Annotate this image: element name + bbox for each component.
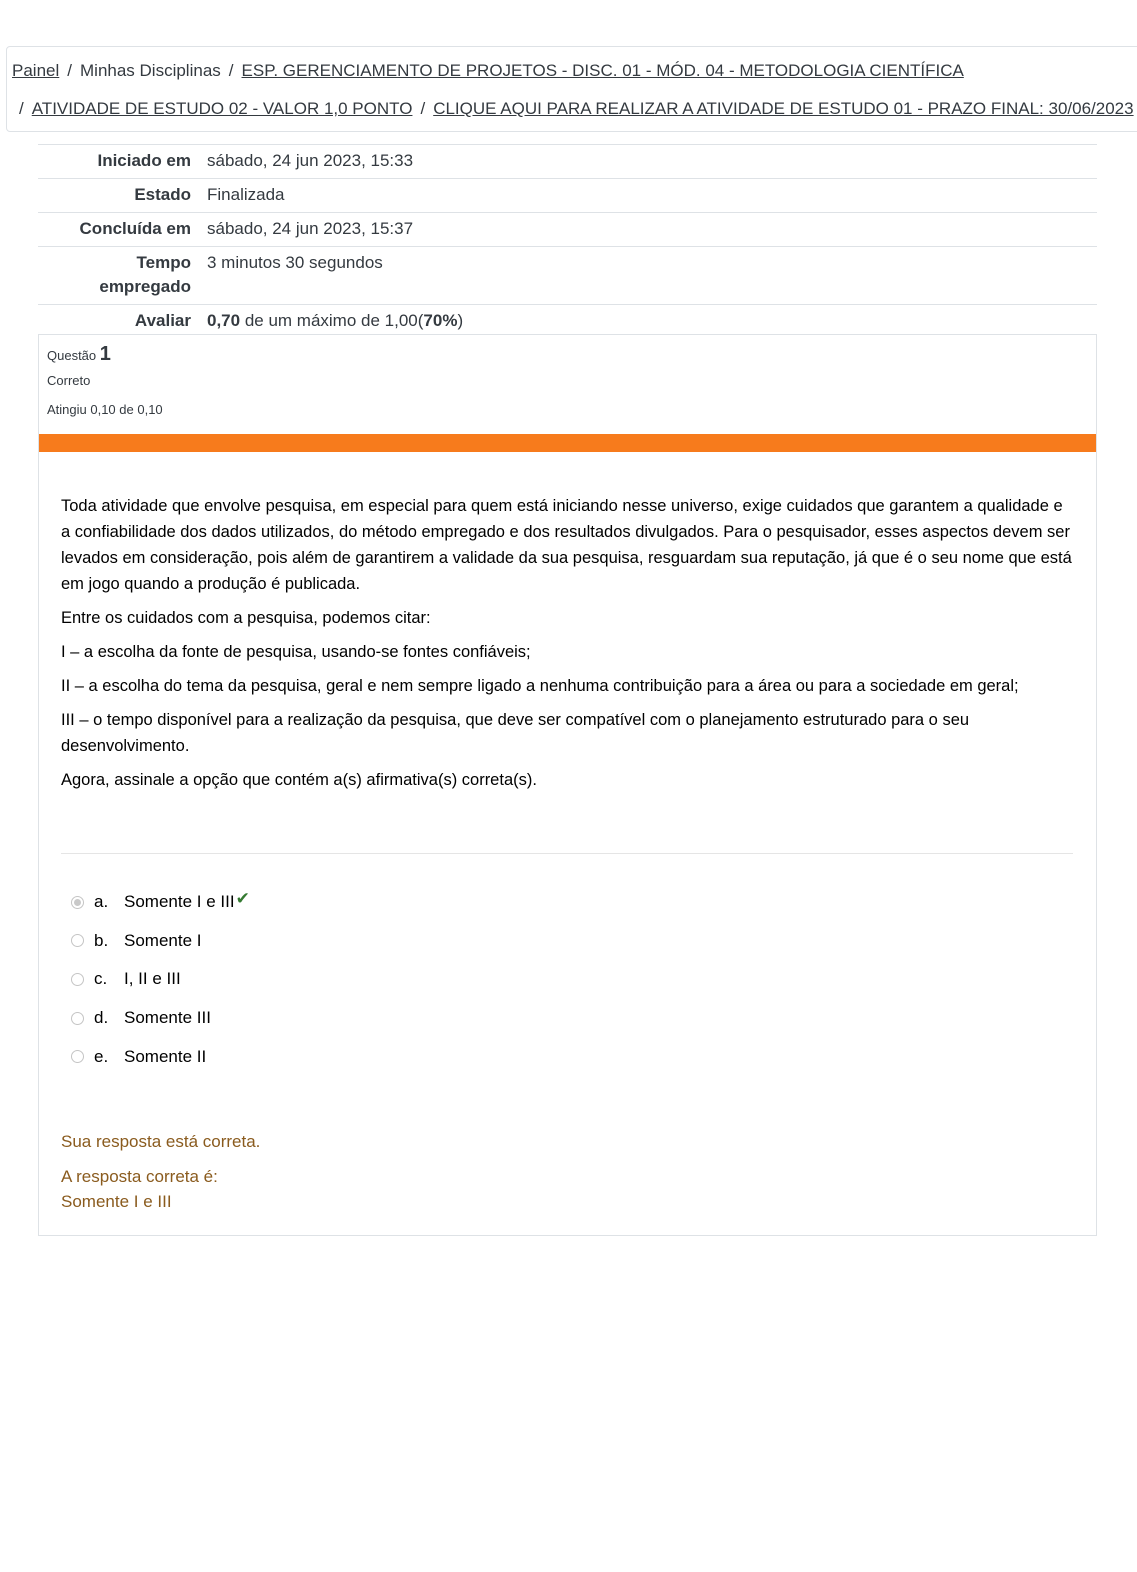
breadcrumb-link-quiz[interactable]: CLIQUE AQUI PARA REALIZAR A ATIVIDADE DE ESTUDO 01 - PRAZO FINAL: 30/06/2023: [433, 99, 1134, 118]
answer-feedback: [61, 1129, 260, 1214]
answer-options: [71, 883, 250, 1076]
option-text: Somente III: [124, 1008, 211, 1028]
breadcrumb-separator: /: [67, 61, 72, 80]
summary-label: Avaliar: [38, 305, 199, 339]
option-text: Somente I e III: [124, 892, 235, 912]
option-letter: b.: [94, 930, 109, 950]
option-text: Somente I: [124, 930, 202, 950]
breadcrumb-line-2: [19, 99, 1134, 119]
question-grade: Atingiu 0,10 de 0,10: [47, 402, 163, 417]
summary-label: Iniciado em: [38, 145, 199, 179]
question-label: Questão: [47, 348, 97, 363]
breadcrumb-link-course[interactable]: ESP. GERENCIAMENTO DE PROJETOS - DISC. 01 - MÓD. 04 - METODOLOGIA CIENTÍFICA: [241, 61, 964, 80]
question-state: Correto: [47, 373, 91, 388]
grade-percent: 70%: [423, 311, 458, 330]
grade-mid: de um máximo de 1,00(: [240, 311, 424, 330]
breadcrumb-separator: /: [420, 99, 426, 118]
question-paragraph: II – a escolha do tema da pesquisa, geral e nem sempre ligado a nenhuma contribuição para a área ou para a sociedade em geral;: [61, 677, 1019, 695]
question-paragraph: I – a escolha da fonte de pesquisa, usando-se fontes confiáveis;: [61, 643, 531, 661]
option-letter: d.: [94, 1008, 109, 1028]
radio-selected-icon[interactable]: [71, 896, 84, 909]
question-status-bar: [39, 434, 1096, 452]
question-info: [47, 343, 163, 417]
summary-row-state: [38, 179, 1097, 213]
check-icon: ✔: [235, 889, 250, 909]
question-paragraph: Toda atividade que envolve pesquisa, em especial para quem está iniciando nesse universo, exige cuidados que garantem a qualidade e a confiabilidade dos dados utilizados, do método empregado e dos resultados divulgados. Para o pesquisador, esses aspectos devem ser levados em consideração, pois além de garantirem a validade da sua pesquisa, resguardam sua reputação, já que é o seu nome que está em jogo quando a produção é publicada.: [61, 497, 1072, 593]
question-paragraph: III – o tempo disponível para a realização da pesquisa, que deve ser compatível com o planejamento estruturado para o seu desenvolvimento.: [61, 711, 970, 755]
answer-option-b[interactable]: [71, 922, 250, 961]
question-number: [47, 343, 163, 367]
breadcrumb-item-minhas-disciplinas: Minhas Disciplinas: [80, 61, 221, 80]
radio-icon[interactable]: [71, 1050, 84, 1063]
breadcrumb-link-painel[interactable]: Painel: [12, 61, 60, 80]
option-text: I, II e III: [124, 969, 181, 989]
summary-value: 3 minutos 30 segundos: [199, 247, 1097, 305]
radio-icon[interactable]: [71, 973, 84, 986]
summary-label: Estado: [38, 179, 199, 213]
breadcrumb: [6, 46, 1137, 132]
question-text: [61, 493, 1076, 801]
breadcrumb-separator: /: [19, 99, 24, 118]
summary-label-line: empregado: [99, 277, 191, 296]
summary-value: Finalizada: [199, 179, 1097, 213]
radio-icon[interactable]: [71, 1012, 84, 1025]
question-number-value: 1: [99, 343, 111, 365]
breadcrumb-line-1: [12, 61, 964, 81]
summary-row-started: [38, 145, 1097, 179]
breadcrumb-separator: /: [228, 61, 234, 80]
answer-option-d[interactable]: [71, 999, 250, 1038]
summary-value: sábado, 24 jun 2023, 15:37: [199, 213, 1097, 247]
option-letter: e.: [94, 1046, 109, 1066]
summary-label: [38, 247, 199, 305]
divider: [61, 853, 1073, 854]
attempt-summary-table: [38, 144, 1097, 339]
question-card: [38, 334, 1097, 1236]
summary-row-time: [38, 247, 1097, 305]
summary-label: Concluída em: [38, 213, 199, 247]
answer-option-c[interactable]: [71, 960, 250, 999]
feedback-result: Sua resposta está correta.: [61, 1132, 261, 1151]
breadcrumb-link-activity[interactable]: ATIVIDADE DE ESTUDO 02 - VALOR 1,0 PONTO: [31, 99, 413, 118]
answer-option-e[interactable]: [71, 1037, 250, 1076]
option-letter: c.: [94, 969, 108, 989]
answer-option-a[interactable]: [71, 883, 250, 922]
summary-label-line: Tempo: [136, 253, 191, 272]
summary-value: sábado, 24 jun 2023, 15:33: [199, 145, 1097, 179]
feedback-correct-answer: Somente I e III: [61, 1192, 172, 1211]
option-text: Somente II: [124, 1046, 207, 1066]
question-paragraph: Entre os cuidados com a pesquisa, podemos citar:: [61, 609, 431, 627]
grade-score: 0,70: [207, 311, 241, 330]
summary-row-completed: [38, 213, 1097, 247]
question-paragraph: Agora, assinale a opção que contém a(s) afirmativa(s) correta(s).: [61, 771, 537, 789]
feedback-correct-label: A resposta correta é:: [61, 1167, 218, 1186]
grade-end: ): [457, 311, 464, 330]
option-letter: a.: [94, 892, 109, 912]
radio-icon[interactable]: [71, 934, 84, 947]
